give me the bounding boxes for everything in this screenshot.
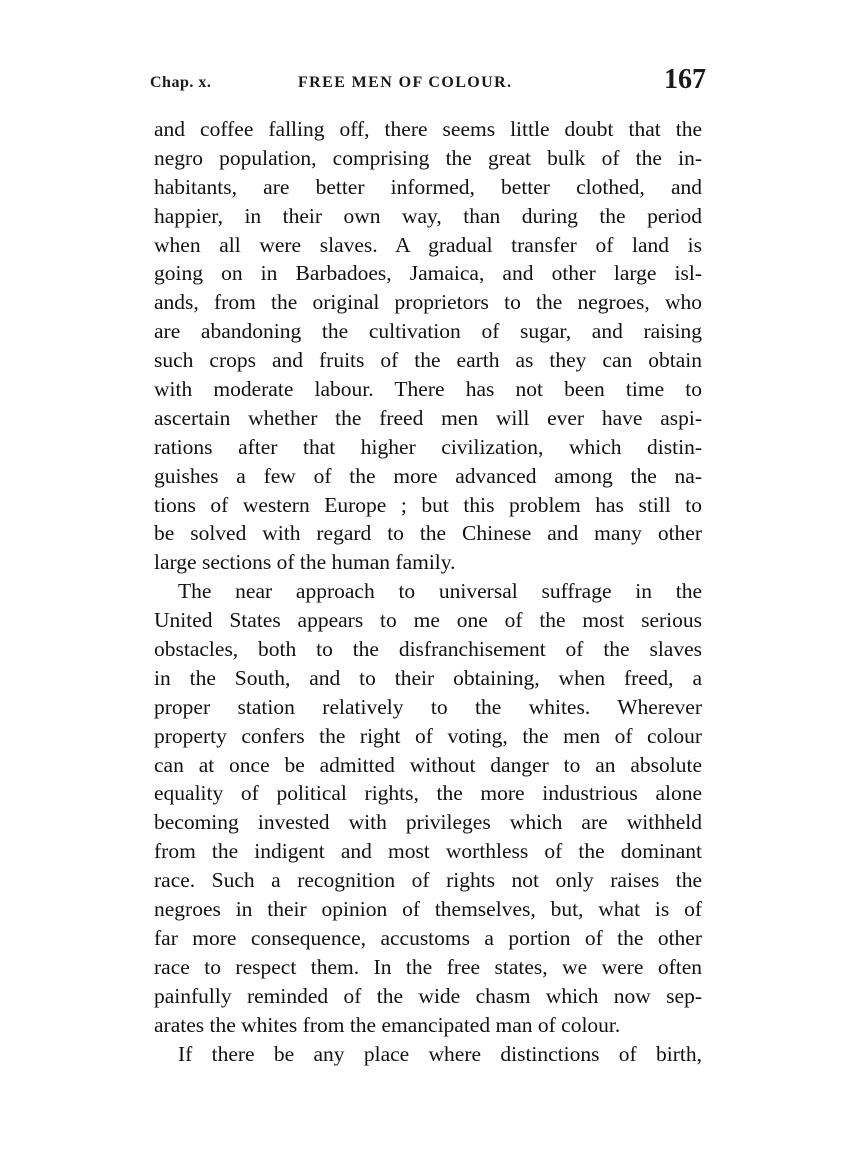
text-line: when all were slaves. A gradual transfer of land is	[154, 232, 702, 257]
paragraph-start-line: If there be any place where distinctions of birth,	[178, 1041, 702, 1066]
text-line: are abandoning the cultivation of sugar, and raising	[154, 319, 702, 344]
text-line: such crops and fruits of the earth as they can obtain	[154, 348, 702, 373]
text-line: tions of western Europe ; but this problem has still to	[154, 492, 702, 517]
text-line: far more consequence, accustoms a portion of the other	[154, 925, 702, 950]
text-line: can at once be admitted without danger to an absolute	[154, 752, 702, 777]
text-line: proper station relatively to the whites. Wherever	[154, 694, 702, 719]
text-line: habitants, are better informed, better clothed, and	[154, 174, 702, 199]
paragraph-start-line: The near approach to universal suffrage in the	[178, 579, 702, 604]
text-line: rations after that higher civilization, which distin-	[154, 434, 702, 459]
chapter-label: Chap. x.	[150, 74, 212, 91]
running-title: FREE MEN OF COLOUR.	[298, 74, 513, 91]
text-line: be solved with regard to the Chinese and many other	[154, 521, 702, 546]
text-line: obstacles, both to the disfranchisement of the slaves	[154, 637, 702, 662]
text-line: becoming invested with privileges which are withheld	[154, 810, 702, 835]
body-text	[154, 115, 702, 1068]
text-line: negroes in their opinion of themselves, but, what is of	[154, 897, 702, 922]
text-line: guishes a few of the more advanced among the na-	[154, 463, 702, 488]
text-line: happier, in their own way, than during the period	[154, 203, 702, 228]
text-line: with moderate labour. There has not been time to	[154, 377, 702, 402]
running-header	[150, 62, 706, 102]
text-line: negro population, comprising the great bulk of the in-	[154, 145, 702, 170]
paragraph-end-line: large sections of the human family.	[154, 550, 456, 575]
page-number: 167	[664, 64, 706, 95]
paragraph-end-line: arates the whites from the emancipated man of colour.	[154, 1012, 621, 1037]
text-line: equality of political rights, the more industrious alone	[154, 781, 702, 806]
text-line: ascertain whether the freed men will ever have aspi-	[154, 405, 702, 430]
text-line: from the indigent and most worthless of the dominant	[154, 839, 702, 864]
text-line: going on in Barbadoes, Jamaica, and other large isl-	[154, 261, 702, 286]
text-line: race to respect them. In the free states, we were often	[154, 954, 702, 979]
text-line: race. Such a recognition of rights not only raises the	[154, 868, 702, 893]
text-line: ands, from the original proprietors to the negroes, who	[154, 290, 702, 315]
text-line: United States appears to me one of the most serious	[154, 608, 702, 633]
text-line: and coffee falling off, there seems little doubt that the	[154, 117, 702, 141]
text-line: property confers the right of voting, the men of colour	[154, 723, 702, 748]
text-line: painfully reminded of the wide chasm which now sep-	[154, 983, 702, 1008]
text-line: in the South, and to their obtaining, when freed, a	[154, 665, 702, 690]
